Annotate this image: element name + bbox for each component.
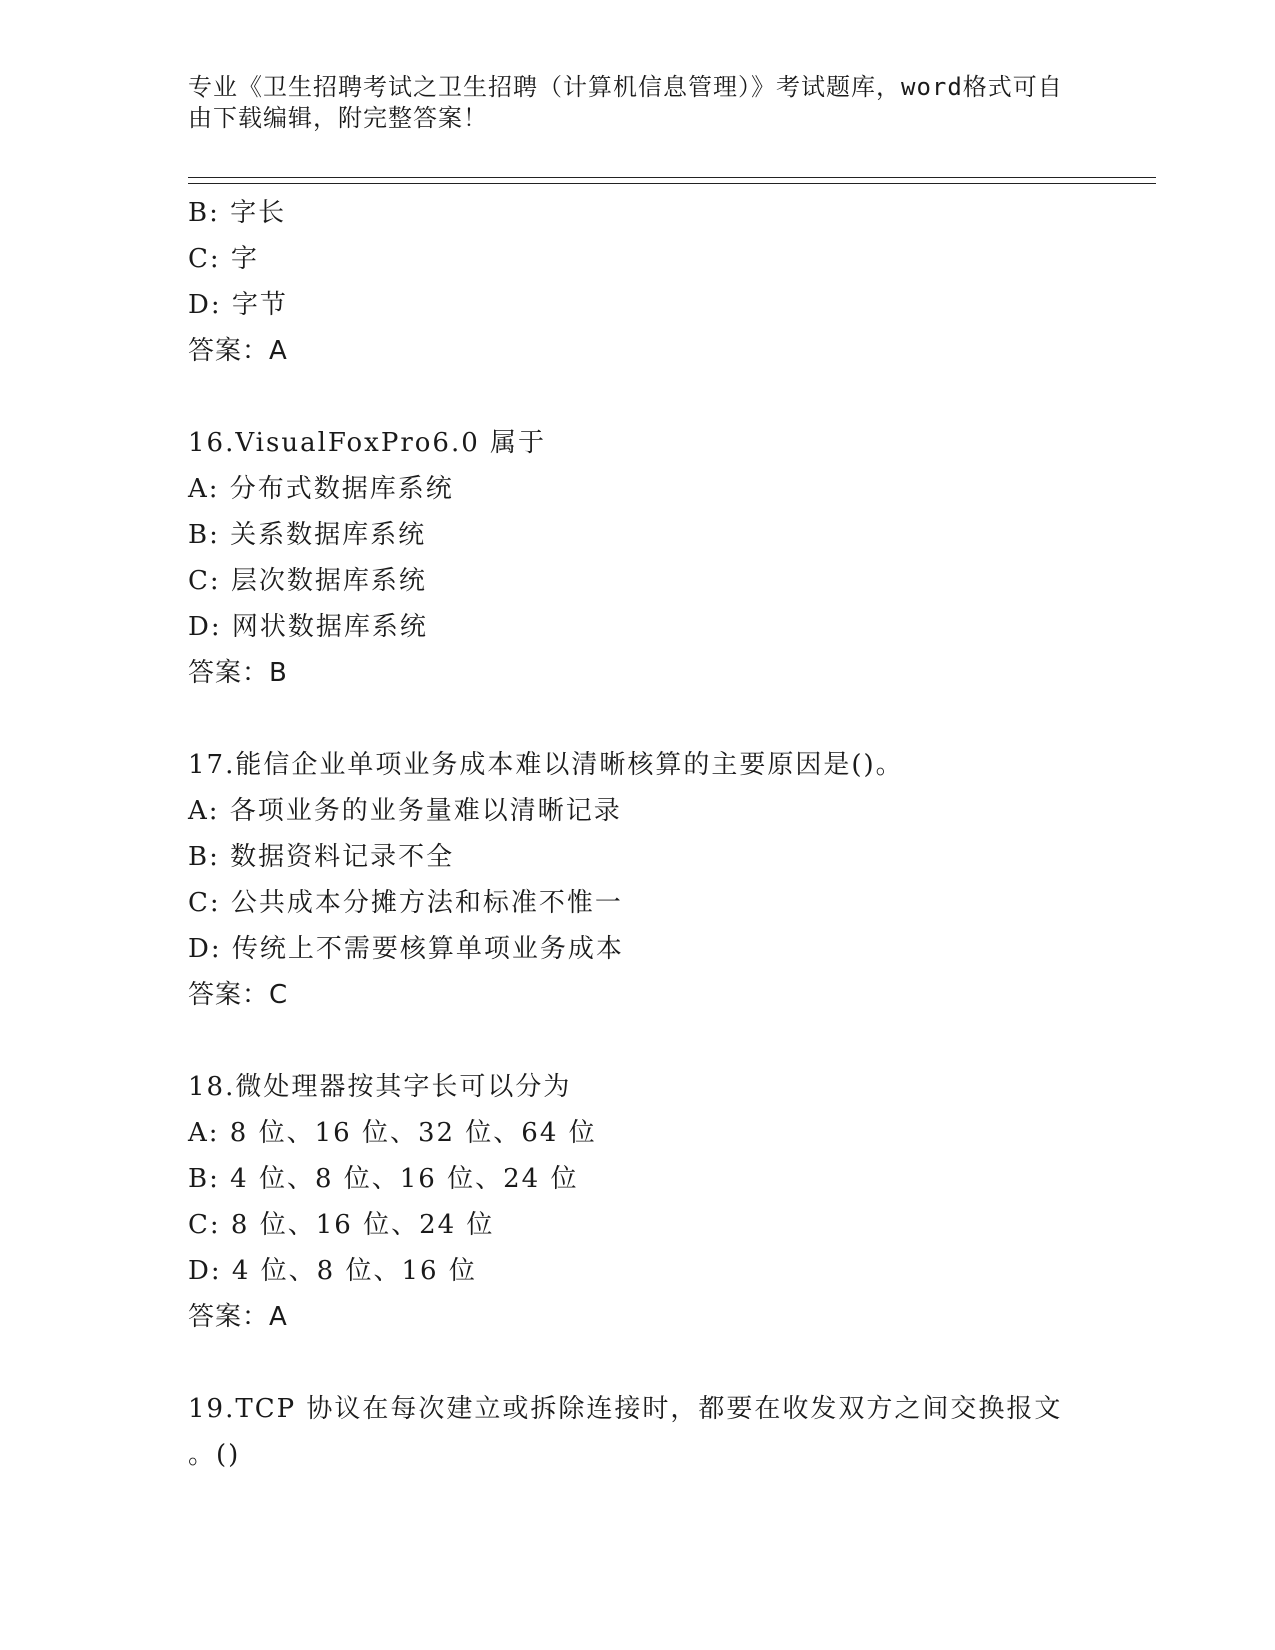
question-list <box>188 190 1088 1478</box>
option-c: C: 字 <box>188 244 259 274</box>
question-text: 17.能信企业单项业务成本难以清晰核算的主要原因是()。 <box>188 750 904 780</box>
question-text-line-1: 19.TCP 协议在每次建立或拆除连接时，都要在收发双方之间交换报文 <box>188 1394 1063 1424</box>
option-d: D: 网状数据库系统 <box>188 612 428 642</box>
option-c: C: 层次数据库系统 <box>188 566 427 596</box>
question-block-19 <box>188 1386 1088 1478</box>
option-b: B: 4 位、8 位、16 位、24 位 <box>188 1164 579 1194</box>
question-block-16 <box>188 420 1088 696</box>
option-c: C: 8 位、16 位、24 位 <box>188 1210 495 1240</box>
question-block-17 <box>188 742 1088 1018</box>
spacer <box>188 1340 1088 1386</box>
header-line-1: 专业《卫生招聘考试之卫生招聘（计算机信息管理）》考试题库，word格式可自 <box>188 73 1063 101</box>
header-line-2: 由下载编辑，附完整答案！ <box>188 104 488 132</box>
option-d: D: 字节 <box>188 290 288 320</box>
answer: 答案：A <box>188 1302 288 1332</box>
option-b: B: 关系数据库系统 <box>188 520 427 550</box>
header-divider-bottom <box>188 183 1156 184</box>
question-text: 18.微处理器按其字长可以分为 <box>188 1072 572 1102</box>
option-d: D: 传统上不需要核算单项业务成本 <box>188 934 624 964</box>
answer: 答案：B <box>188 658 288 688</box>
answer: 答案：C <box>188 980 289 1010</box>
option-d: D: 4 位、8 位、16 位 <box>188 1256 477 1286</box>
question-block-18 <box>188 1064 1088 1340</box>
spacer <box>188 1018 1088 1064</box>
header-divider-top <box>188 177 1156 178</box>
document-header <box>188 72 1068 134</box>
question-block-15-continued <box>188 190 1088 374</box>
question-text-line-2: 。() <box>188 1440 241 1470</box>
option-c: C: 公共成本分摊方法和标准不惟一 <box>188 888 623 918</box>
option-a: A: 分布式数据库系统 <box>188 474 454 504</box>
spacer <box>188 374 1088 420</box>
answer: 答案：A <box>188 336 288 366</box>
spacer <box>188 696 1088 742</box>
option-b: B: 字长 <box>188 198 287 228</box>
option-b: B: 数据资料记录不全 <box>188 842 455 872</box>
question-text: 16.VisualFoxPro6.0 属于 <box>188 428 547 458</box>
option-a: A: 8 位、16 位、32 位、64 位 <box>188 1118 597 1148</box>
option-a: A: 各项业务的业务量难以清晰记录 <box>188 796 622 826</box>
